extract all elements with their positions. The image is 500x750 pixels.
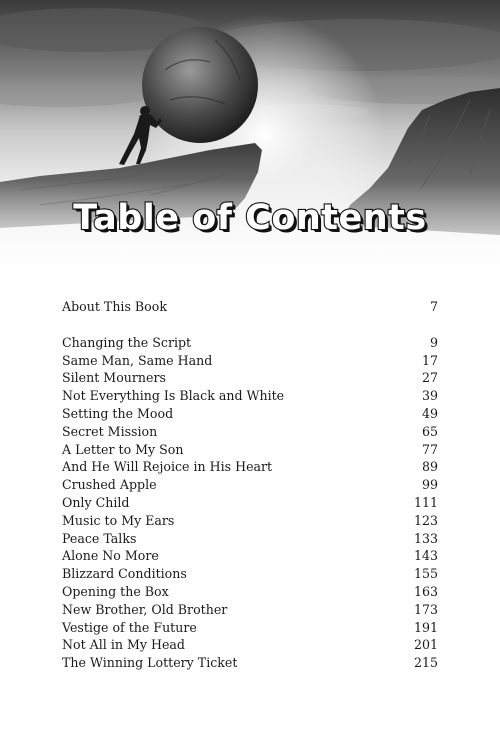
toc-entry-page: 215 bbox=[413, 655, 438, 671]
toc-entry-title: About This Book bbox=[62, 299, 167, 314]
toc-entry[interactable] bbox=[62, 334, 438, 352]
toc-entry-title: A Letter to My Son bbox=[62, 441, 184, 457]
toc-entry[interactable] bbox=[62, 530, 438, 548]
toc-entry[interactable] bbox=[62, 352, 438, 370]
toc-entry-page: 123 bbox=[413, 512, 438, 528]
toc-entry-page: 163 bbox=[413, 583, 438, 599]
toc-entry[interactable] bbox=[62, 512, 438, 530]
toc-entry-page: 17 bbox=[421, 352, 438, 368]
toc-entry-page: 27 bbox=[421, 370, 438, 386]
toc-entry[interactable] bbox=[62, 458, 438, 476]
boulder-cliff-illustration bbox=[0, 0, 500, 290]
toc-entry-page: 65 bbox=[421, 423, 438, 439]
toc-entry[interactable] bbox=[62, 636, 438, 654]
page-title: Table of Contents bbox=[73, 198, 427, 238]
toc-entry-page: 7 bbox=[429, 299, 438, 314]
toc-entry-title: Music to My Ears bbox=[62, 512, 175, 528]
toc-entry-page: 133 bbox=[413, 530, 438, 546]
toc-entry-title: Not Everything Is Black and White bbox=[62, 388, 285, 404]
toc-entry-title: Alone No More bbox=[62, 548, 159, 564]
toc-entry-page: 111 bbox=[413, 494, 438, 510]
toc-entry-page: 173 bbox=[413, 601, 438, 617]
toc-entry[interactable] bbox=[62, 405, 438, 423]
toc-entry[interactable] bbox=[62, 547, 438, 565]
toc-entry[interactable] bbox=[62, 565, 438, 583]
toc-entry-page: 9 bbox=[429, 334, 438, 350]
toc-entry-page: 39 bbox=[421, 388, 438, 404]
toc-entry-title: Crushed Apple bbox=[62, 477, 157, 493]
toc-entry-title: Changing the Script bbox=[62, 334, 192, 350]
toc-entry[interactable] bbox=[62, 298, 438, 316]
toc-entry-title: And He Will Rejoice in His Heart bbox=[62, 459, 273, 475]
toc-entry-page: 77 bbox=[421, 441, 438, 457]
toc-entry-page: 99 bbox=[421, 477, 438, 493]
toc-entry-title: Blizzard Conditions bbox=[62, 566, 187, 582]
toc-entry-title: Opening the Box bbox=[62, 583, 169, 599]
toc-entry[interactable] bbox=[62, 494, 438, 512]
toc-entry[interactable] bbox=[62, 476, 438, 494]
toc-entry-title: Setting the Mood bbox=[62, 405, 174, 421]
toc-entry-page: 155 bbox=[413, 566, 438, 582]
toc-entry-page: 143 bbox=[413, 548, 438, 564]
toc-entry[interactable] bbox=[62, 369, 438, 387]
hero-image bbox=[0, 0, 500, 290]
table-of-contents bbox=[62, 298, 438, 672]
toc-entry-title: Vestige of the Future bbox=[62, 619, 197, 635]
toc-entry-title: Secret Mission bbox=[62, 423, 158, 439]
toc-entry-page: 49 bbox=[421, 405, 438, 421]
toc-entry-title: Peace Talks bbox=[62, 530, 137, 546]
toc-entry[interactable] bbox=[62, 387, 438, 405]
toc-entry-title: Only Child bbox=[62, 494, 130, 510]
toc-entry-title: The Winning Lottery Ticket bbox=[62, 655, 238, 671]
toc-entry-page: 89 bbox=[421, 459, 438, 475]
toc-entry-title: Silent Mourners bbox=[62, 370, 166, 386]
toc-entry-page: 201 bbox=[413, 637, 438, 653]
toc-entry-page: 191 bbox=[413, 619, 438, 635]
toc-entry[interactable] bbox=[62, 654, 438, 672]
toc-entry[interactable] bbox=[62, 619, 438, 637]
toc-entry[interactable] bbox=[62, 423, 438, 441]
toc-entry-title: Same Man, Same Hand bbox=[62, 352, 213, 368]
toc-entry[interactable] bbox=[62, 441, 438, 459]
toc-entry-title: New Brother, Old Brother bbox=[62, 601, 228, 617]
toc-entry-title: Not All in My Head bbox=[62, 637, 185, 653]
toc-entry[interactable] bbox=[62, 583, 438, 601]
toc-entry[interactable] bbox=[62, 601, 438, 619]
